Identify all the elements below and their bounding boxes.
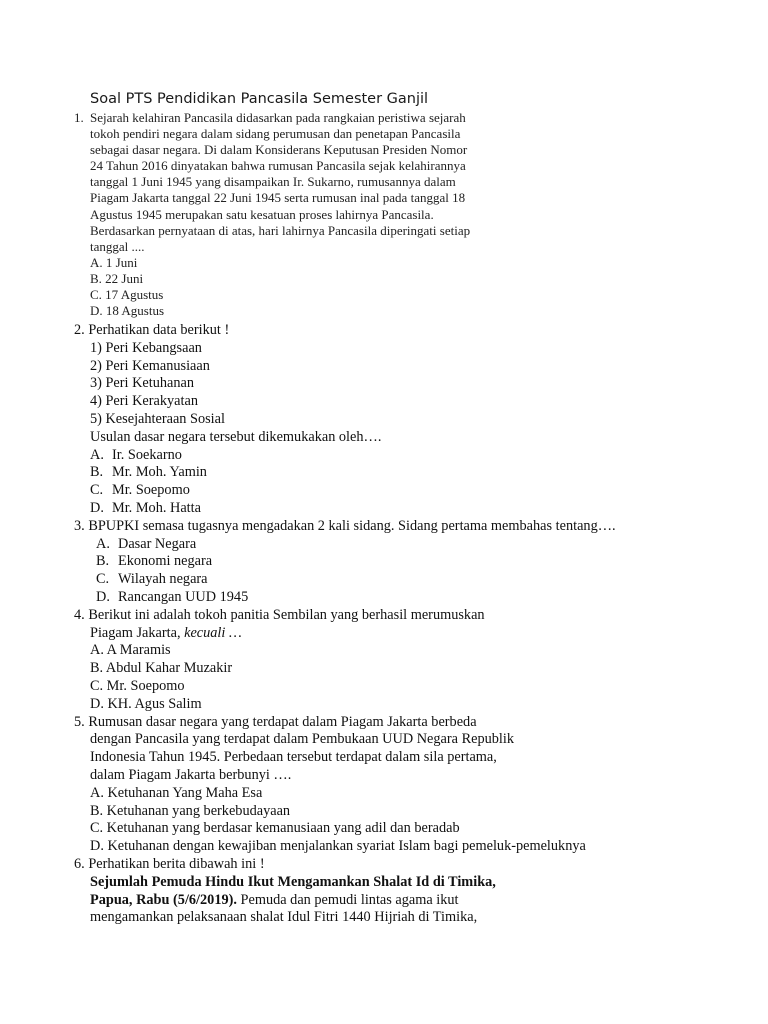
answer-option: D. 18 Agustus [90, 303, 165, 319]
question-4 [74, 607, 616, 625]
option-text: Rancangan UUD 1945 [118, 588, 249, 605]
question-text: Berikut ini adalah tokoh panitia Sembilan yang berhasil merumuskan [88, 606, 485, 623]
answer-option: C. Ketuhanan yang berdasar kemanusiaan yang adil dan beradab [90, 820, 460, 837]
news-headline: Sejumlah Pemuda Hindu Ikut Mengamankan Shalat Id di Timika, [90, 873, 496, 890]
answer-option [74, 553, 616, 571]
question-number: 1. [74, 110, 84, 125]
question-text: Piagam Jakarta, [90, 624, 181, 641]
question-number: 2. [74, 322, 85, 338]
question-emphasis: kecuali … [184, 624, 242, 641]
answer-option: A. A Maramis [90, 642, 171, 659]
question-text: Agustus 1945 merupakan satu kesatuan proses lahirnya Pancasila. [90, 206, 434, 222]
question-2 [74, 322, 616, 340]
option-letter: D. [96, 588, 110, 605]
answer-option: A. 1 Juni [90, 254, 138, 270]
answer-option: B. Abdul Kahar Muzakir [90, 660, 233, 677]
question-text-continued [74, 625, 616, 643]
news-body: Pemuda dan pemudi lintas agama ikut [236, 891, 459, 908]
question-text: dalam Piagam Jakarta berbunyi …. [90, 766, 292, 783]
document-title: Soal PTS Pendidikan Pancasila Semester Ganjil [90, 91, 429, 107]
list-item: 1) Peri Kebangsaan [90, 339, 202, 356]
question-number: 5. [74, 713, 85, 730]
question-text: Berdasarkan pernyataan di atas, hari lahirnya Pancasila diperingati setiap [90, 222, 471, 238]
question-text: Indonesia Tahun 1945. Perbedaan tersebut terdapat dalam sila pertama, [90, 749, 497, 766]
question-text: tokoh pendiri negara dalam sidang perumusan dan penetapan Pancasila [90, 126, 461, 142]
question-text: Usulan dasar negara tersebut dikemukakan oleh…. [90, 428, 382, 445]
list-item: 2) Peri Kemanusiaan [90, 357, 210, 374]
news-body: mengamankan pelaksanaan shalat Idul Fitri 1440 Hijriah di Timika, [90, 909, 478, 926]
question-text: tanggal 1 Juni 1945 yang disampaikan Ir. Sukarno, rumusannya dalam [90, 174, 456, 190]
news-text [74, 892, 616, 910]
option-text: Mr. Moh. Hatta [112, 499, 201, 516]
option-text: Wilayah negara [118, 571, 208, 588]
question-text: Sejarah kelahiran Pancasila didasarkan pada rangkaian peristiwa sejarah [90, 110, 466, 125]
question-text: sebagai dasar negara. Di dalam Konsiderans Keputusan Presiden Nomor [90, 142, 468, 158]
question-text: 24 Tahun 2016 dinyatakan bahwa rumusan Pancasila sejak kelahirannya [90, 158, 466, 174]
question-1 [74, 110, 470, 319]
question-text: Perhatikan data berikut ! [88, 322, 230, 338]
list-item: 4) Peri Kerakyatan [90, 393, 198, 410]
question-text: BPUPKI semasa tugasnya mengadakan 2 kali sidang. Sidang pertama membahas tentang…. [88, 517, 616, 534]
answer-option [74, 589, 616, 607]
question-text: tanggal .... [90, 238, 145, 254]
option-text: Ir. Soekarno [112, 446, 182, 463]
answer-option [74, 536, 616, 554]
option-letter: C. [96, 571, 110, 588]
questions-2-to-6 [74, 322, 616, 927]
list-item: 5) Kesejahteraan Sosial [90, 410, 225, 427]
answer-option: C. Mr. Soepomo [90, 677, 185, 694]
option-letter: B. [90, 464, 104, 481]
option-letter: D. [90, 499, 104, 516]
option-text: Mr. Soepomo [112, 482, 190, 499]
answer-option: A. Ketuhanan Yang Maha Esa [90, 784, 263, 801]
answer-option [74, 447, 616, 465]
option-letter: A. [90, 446, 104, 463]
option-letter: B. [96, 553, 110, 570]
question-5 [74, 714, 616, 732]
answer-option [74, 571, 616, 589]
answer-option: C. 17 Agustus [90, 287, 164, 303]
question-text: Perhatikan berita dibawah ini ! [88, 855, 265, 872]
question-3 [74, 518, 616, 536]
answer-option: D. Ketuhanan dengan kewajiban menjalankan syariat Islam bagi pemeluk-pemeluknya [90, 838, 586, 855]
answer-option [74, 464, 616, 482]
option-text: Ekonomi negara [118, 553, 213, 570]
answer-option [74, 482, 616, 500]
answer-option: B. Ketuhanan yang berkebudayaan [90, 802, 291, 819]
option-text: Dasar Negara [118, 535, 197, 552]
answer-option [74, 500, 616, 518]
question-6 [74, 856, 616, 874]
option-letter: C. [90, 482, 104, 499]
list-item: 3) Peri Ketuhanan [90, 375, 195, 392]
answer-option: B. 22 Juni [90, 270, 144, 286]
question-number: 3. [74, 517, 85, 534]
question-number: 6. [74, 855, 85, 872]
option-letter: A. [96, 535, 110, 552]
question-text: Piagam Jakarta tanggal 22 Juni 1945 serta rumusan inal pada tanggal 18 [90, 190, 466, 206]
question-number: 4. [74, 606, 85, 623]
answer-option: D. KH. Agus Salim [90, 695, 202, 712]
option-text: Mr. Moh. Yamin [112, 464, 207, 481]
news-headline: Papua, Rabu (5/6/2019). [90, 891, 237, 908]
question-text: Rumusan dasar negara yang terdapat dalam Piagam Jakarta berbeda [88, 713, 477, 730]
question-text: dengan Pancasila yang terdapat dalam Pembukaan UUD Negara Republik [90, 731, 514, 748]
